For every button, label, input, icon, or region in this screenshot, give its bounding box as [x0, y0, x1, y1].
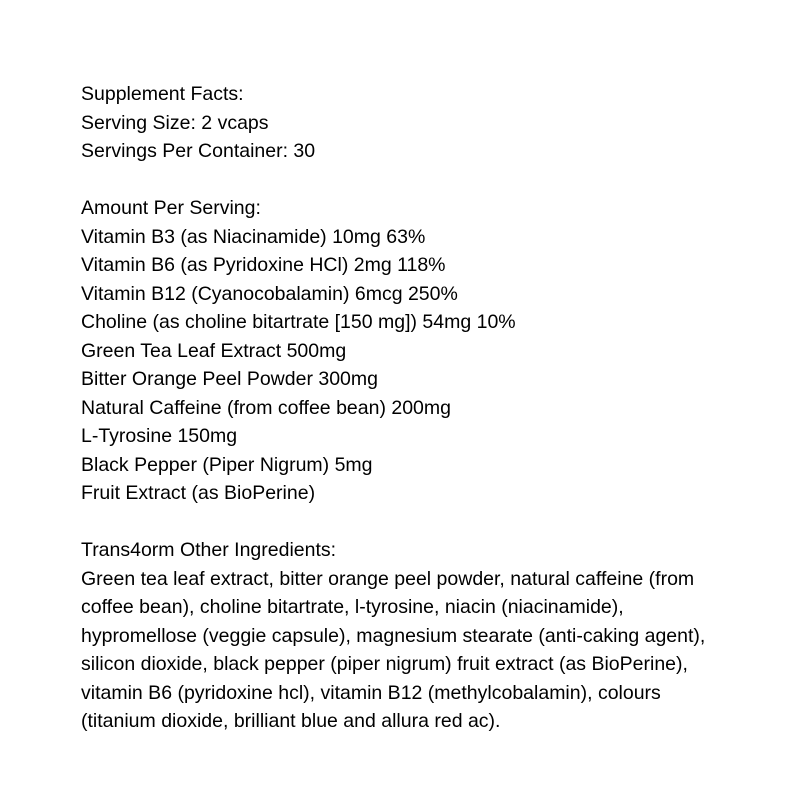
amount-item: Bitter Orange Peel Powder 300mg	[81, 368, 378, 390]
servings-per-container: Servings Per Container: 30	[81, 140, 316, 162]
supplement-facts-document	[81, 80, 781, 736]
amount-item: Black Pepper (Piper Nigrum) 5mg	[81, 453, 373, 476]
other-ingredients-line: silicon dioxide, black pepper (piper nigrum) fruit extract (as BioPerine),	[81, 653, 688, 675]
other-ingredients-line: hypromellose (veggie capsule), magnesium stearate (anti-caking agent),	[81, 624, 706, 647]
spacer	[81, 166, 781, 195]
amount-item: Vitamin B6 (as Pyridoxine HCl) 2mg 118%	[81, 254, 446, 276]
amount-item: Natural Caffeine (from coffee bean) 200mg	[81, 396, 451, 419]
amount-item: Vitamin B12 (Cyanocobalamin) 6mcg 250%	[81, 282, 458, 305]
document-title: Supplement Facts:	[81, 83, 244, 105]
other-ingredients-line: vitamin B6 (pyridoxine hcl), vitamin B12 (methylcobalamin), colours	[81, 681, 661, 704]
amount-item: Choline (as choline bitartrate [150 mg]) 54mg 10%	[81, 311, 516, 333]
amount-item: Fruit Extract (as BioPerine)	[81, 482, 316, 504]
amount-item: Green Tea Leaf Extract 500mg	[81, 339, 347, 362]
other-ingredients-line: Green tea leaf extract, bitter orange peel powder, natural caffeine (from	[81, 567, 695, 590]
spacer	[81, 508, 781, 537]
other-ingredients-line: (titanium dioxide, brilliant blue and allura red ac).	[81, 710, 501, 732]
amount-item: Vitamin B3 (as Niacinamide) 10mg 63%	[81, 225, 426, 248]
amount-heading: Amount Per Serving:	[81, 197, 261, 219]
serving-size: Serving Size: 2 vcaps	[81, 111, 269, 134]
other-ingredients-line: coffee bean), choline bitartrate, l-tyrosine, niacin (niacinamide),	[81, 596, 624, 618]
amount-item: L-Tyrosine 150mg	[81, 425, 238, 447]
other-ingredients-heading: Trans4orm Other Ingredients:	[81, 539, 337, 561]
